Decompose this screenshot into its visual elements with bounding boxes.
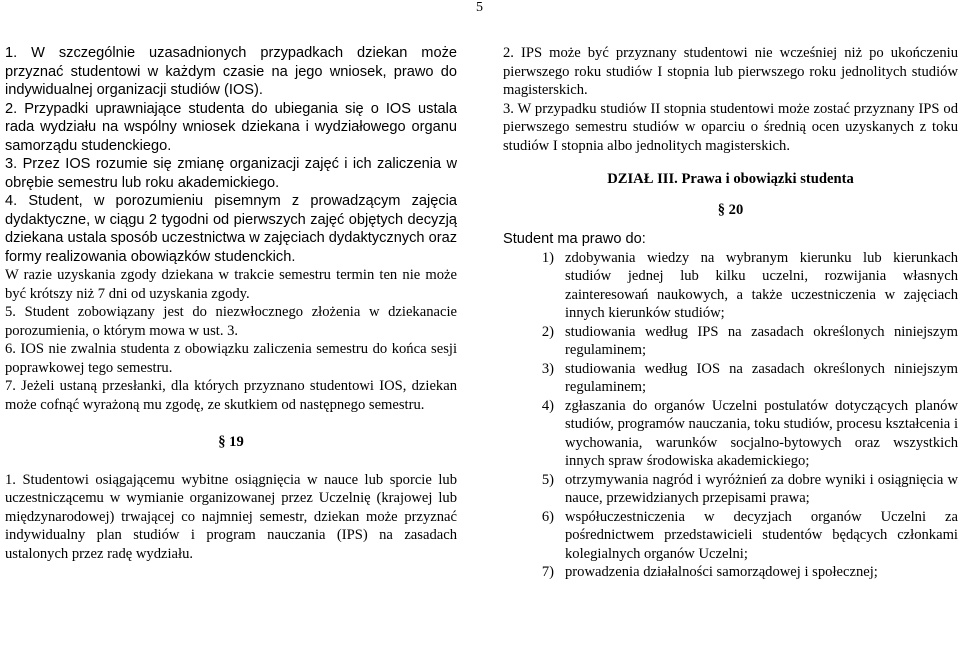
list-item-text: prowadzenia działalności samorządowej i społecznej;: [565, 564, 878, 580]
list-item: [503, 563, 958, 582]
list-item: [503, 471, 958, 508]
list-item-text: otrzymywania nagród i wyróżnień za dobre wyniki i osiągnięcia w nauce, przewidzianych przepisami prawa;: [565, 471, 958, 506]
rights-list: [503, 249, 958, 582]
list-item-text: zgłaszania do organów Uczelni postulatów dotyczących planów studiów, programów nauczania, toku studiów, procesu kształcenia i wychowania, warunków socjalno-bytowych oraz wszystkich innych spraw środowiska akademickiego;: [565, 397, 958, 469]
left-paragraph: W razie uzyskania zgody dziekana w trakcie semestru termin ten nie może być krótszy niż 7 dni od uzyskania zgody.: [5, 267, 457, 302]
right-paragraph: 3. W przypadku studiów II stopnia studentowi może zostać przyznany IPS od pierwszego semestru studiów w oparciu o średnią ocen uzyskanych z toku studiów I stopnia albo jednolitych magisterskich.: [503, 100, 958, 154]
list-item-number: 2): [541, 323, 554, 340]
page-number: 5: [476, 0, 483, 15]
left-paragraphs-top: [5, 44, 457, 414]
left-paragraph: 2. Przypadki uprawniające studenta do ubiegania się o IOS ustala rada wydziału na wspólny wniosek dziekana i wydziałowego organu samorządu studenckiego.: [5, 100, 457, 154]
list-item-number: 7): [541, 564, 554, 580]
list-item: [503, 397, 958, 471]
right-column: [503, 44, 958, 582]
list-item-number: 1): [541, 249, 554, 266]
left-paragraph: 1. W szczególnie uzasadnionych przypadkach dziekan może przyznać studentowi w każdym czasie na jego wniosek, prawo do indywidualnej organizacji studiów (IOS).: [5, 45, 457, 98]
left-paragraph: 7. Jeżeli ustaną przesłanki, dla których przyznano studentowi IOS, dziekan może cofnąć wyrażoną mu zgodę, ze skutkiem od następnego semestru.: [5, 378, 457, 413]
section-20-heading: § 20: [717, 201, 744, 218]
list-item: [503, 360, 958, 397]
left-paragraph: 6. IOS nie zwalnia studenta z obowiązku zaliczenia semestru do końca sesji poprawkowej tego semestru.: [5, 341, 457, 376]
left-column: [5, 44, 457, 563]
left-paragraph: 5. Student zobowiązany jest do niezwłocznego złożenia w dziekanacie porozumienia, o którym mowa w ust. 3.: [5, 304, 457, 339]
list-item-text: studiowania według IPS na zasadach określonych niniejszym regulaminem;: [565, 323, 958, 358]
list-item-text: współuczestniczenia w decyzjach organów Uczelni za pośrednictwem przedstawicieli studentów będących członkami kolegialnych organów Uczelni;: [565, 508, 958, 562]
list-item-number: 3): [541, 360, 554, 377]
right-paragraph: 2. IPS może być przyznany studentowi nie wcześniej niż po ukończeniu pierwszego roku studiów I stopnia lub pierwszego roku jednolitych studiów magisterskich.: [503, 45, 958, 98]
list-item: [503, 249, 958, 323]
right-paragraphs-top: [503, 44, 958, 155]
left-paragraph: 1. Studentowi osiągającemu wybitne osiągnięcia w nauce lub sporcie lub uczestniczącemu w wymianie organizowanej przez Uczelnię (krajowej lub międzynarodowej) trwającej co najmniej semestr, dziekan może przyznać indywidualny plan studiów i program nauczania (IPS) na zasadach ustalonych przez radę wydziału.: [5, 471, 457, 562]
section-19-heading: § 19: [218, 434, 244, 450]
list-item-number: 6): [541, 508, 554, 525]
left-paragraph: 4. Student, w porozumieniu pisemnym z prowadzącym zajęcia dydaktyczne, w ciągu 2 tygodni od pierwszych zajęć objętych decyzją dziekana ustala sposób uczestnictwa w zajęciach dydaktycznych oraz formy realizowania obowiązków studenckich.: [5, 193, 457, 265]
left-paragraph: 3. Przez IOS rozumie się zmianę organizacji zajęć i ich zaliczenia w obrębie semestru lub roku akademickiego.: [5, 156, 457, 191]
list-item: [503, 323, 958, 360]
list-item: [503, 508, 958, 564]
left-paragraphs-bottom: [5, 471, 457, 564]
list-item-text: zdobywania wiedzy na wybranym kierunku lub kierunkach studiów jednej lub kilku uczelni, rozwijania własnych zainteresowań naukowych, a także uczestniczenia w zajęciach innych kierunków studiów;: [565, 249, 958, 321]
list-item-number: 4): [541, 397, 554, 414]
chapter-heading: DZIAŁ III. Prawa i obowiązki studenta: [607, 171, 854, 187]
rights-intro: Student ma prawo do:: [503, 231, 646, 247]
list-item-text: studiowania według IOS na zasadach określonych niniejszym regulaminem;: [565, 360, 958, 395]
list-item-number: 5): [541, 471, 554, 488]
